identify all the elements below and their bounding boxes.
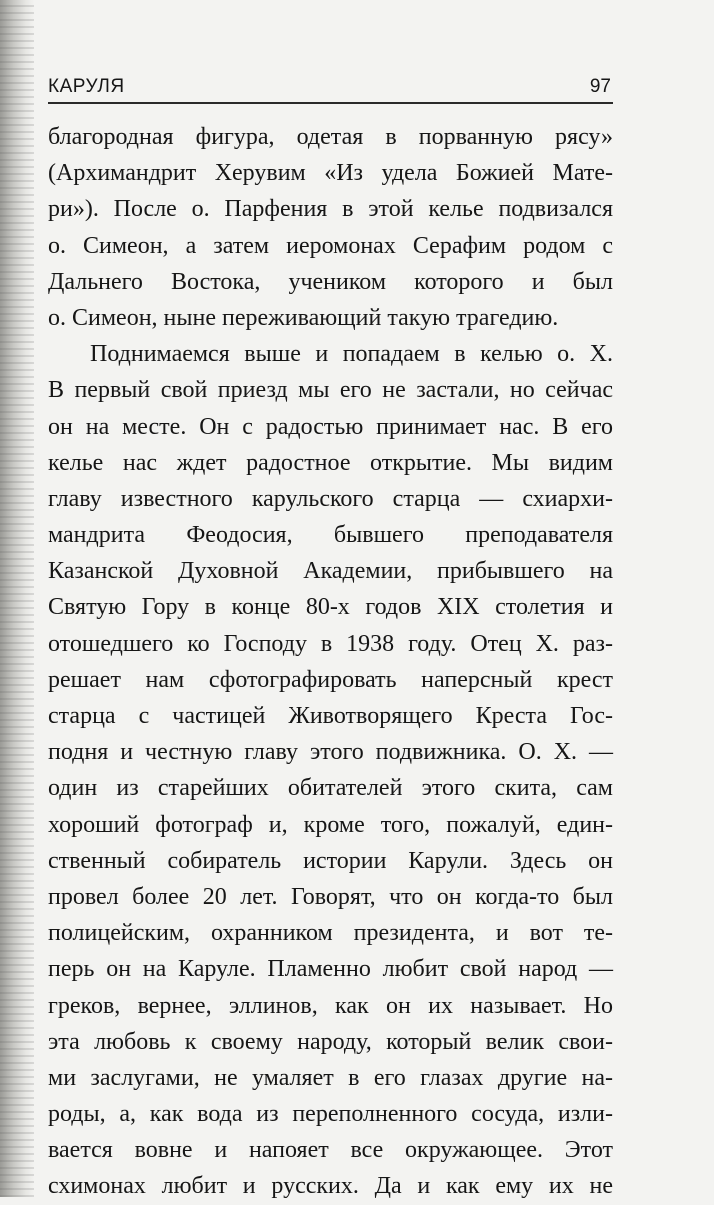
text-line: подня и честную главу этого подвижника. О. Х. — — [48, 739, 613, 766]
text-line: провел более 20 лет. Говорят, что он когда-то был — [48, 883, 613, 910]
text-line: главу известного карульского старца — схиархи- — [48, 485, 613, 512]
text-line: Казанской Духовной Академии, прибывшего на — [48, 558, 613, 585]
page-number: 97 — [589, 76, 611, 97]
page-edge-shadow — [0, 0, 34, 1197]
body-text — [48, 119, 613, 1205]
text-line: перь он на Каруле. Пламенно любит свой народ — — [48, 956, 613, 983]
text-line: старца с частицей Животворящего Креста Гос- — [48, 703, 613, 729]
text-line: ственный собиратель истории Карули. Здесь он — [48, 847, 613, 874]
text-line: Святую Гору в конце 80-х годов XIX столетия и — [48, 594, 613, 621]
text-line: эта любовь к своему народу, который велик свои- — [48, 1028, 613, 1055]
text-line: благородная фигура, одетая в порванную рясу» — [48, 124, 613, 150]
text-line: ми заслугами, не умаляет в его глазах другие на- — [48, 1064, 613, 1091]
text-line: роды, а, как вода из переполненного сосуда, изли- — [48, 1101, 613, 1128]
text-line: хороший фотограф и, кроме того, пожалуй, един- — [48, 811, 613, 838]
text-line: о. Симеон, а затем иеромонах Серафим родом с — [48, 232, 613, 259]
text-line: полицейским, охранником президента, и вот те- — [48, 920, 613, 947]
running-head: КАРУЛЯ — [48, 76, 125, 97]
header-rule — [48, 102, 613, 104]
text-line: мандрита Феодосия, бывшего преподавателя — [48, 522, 613, 549]
text-line: один из старейших обитателей этого скита, сам — [48, 775, 613, 802]
text-line: (Архимандрит Херувим «Из удела Божией Мате- — [48, 160, 613, 187]
text-line: он на месте. Он с радостью принимает нас. В его — [48, 413, 613, 440]
text-line: о. Симеон, ныне переживающий такую трагедию. — [48, 304, 559, 331]
text-line: Дальнего Востока, учеником которого и был — [48, 268, 613, 295]
text-line: вается вовне и напояет все окружающее. Этот — [48, 1137, 613, 1164]
text-line: схимонах любит и русских. Да и как ему их не — [48, 1173, 613, 1200]
page-header — [48, 76, 613, 100]
text-line: келье нас ждет радостное открытие. Мы видим — [48, 449, 613, 476]
text-line: решает нам сфотографировать наперсный крест — [48, 666, 613, 693]
text-line: В первый свой приезд мы его не застали, но сейчас — [48, 377, 613, 404]
text-line: отошедшего ко Господу в 1938 году. Отец Х. раз- — [48, 630, 613, 657]
text-line: Поднимаемся выше и попадаем в келью о. Х. — [90, 341, 613, 368]
text-line: ри»). После о. Парфения в этой келье подвизался — [48, 196, 613, 223]
text-line: греков, вернее, эллинов, как он их называет. Но — [48, 992, 613, 1019]
